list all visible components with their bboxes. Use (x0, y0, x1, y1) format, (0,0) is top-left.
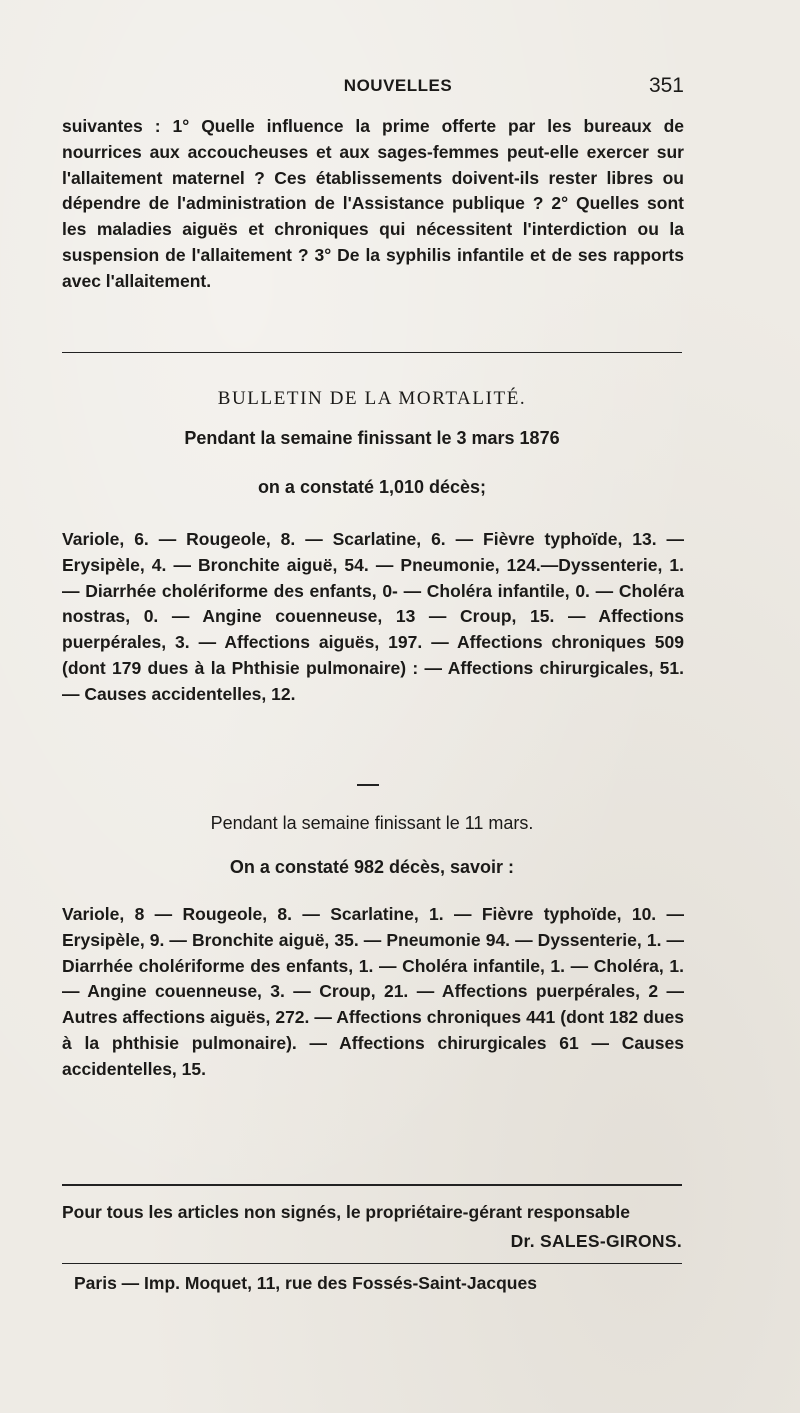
week1-details-block (62, 527, 684, 708)
bulletin-title: BULLETIN DE LA MORTALITÉ. (217, 388, 527, 409)
week2-details-block (62, 902, 684, 1083)
week1-heading: Pendant la semaine finissant le 3 mars 1876 (184, 428, 560, 448)
short-separator (357, 784, 379, 786)
section-divider (62, 352, 682, 353)
week1-summary: on a constaté 1,010 décès; (257, 477, 487, 497)
week1-details: Variole, 6. — Rougeole, 8. — Scarlatine, 6. — Fièvre typhoïde, 13. — Erysipèle, 4. — Bronchite aiguë, 54. — Pneumonie, 124.—Dyssenterie, 1. — Diarrhée cholériforme des enfants, 0- — Choléra infantile, 0. — Choléra nostras, 0. — Angine couenneuse, 13 — Croup, 15. — Affections puerpérales, 3. — Affections aiguës, 197. — Affections chroniques 509 (dont 179 dues à la Phthisie pulmonaire) : — Affections chirurgicales, 51. — Causes accidentelles, 12. (62, 529, 684, 704)
responsibility-block (62, 1200, 684, 1226)
printer-imprint: Paris — Imp. Moquet, 11, rue des Fossés-Saint-Jacques (74, 1273, 537, 1293)
intro-paragraph: suivantes : 1° Quelle influence la prime offerte par les bureaux de nourrices aux accoucheuses et aux sages-femmes peut-elle exercer sur l'allaitement maternel ? Ces établissements doivent-ils rester libres ou dépendre de l'administration de l'Assistance publique ? 2° Quelles sont les maladies aiguës et chroniques qui nécessitent l'interdiction ou la suspension de l'allaitement ? 3° De la syphilis infantile et de ses rapports avec l'allaitement. (62, 116, 684, 291)
week2-heading: Pendant la semaine finissant le 11 mars. (210, 813, 534, 833)
footer-divider (62, 1184, 682, 1186)
page-header (112, 76, 684, 106)
intro-paragraph-block (62, 114, 684, 295)
week2-details: Variole, 8 — Rougeole, 8. — Scarlatine, 1. — Fièvre typhoïde, 10. — Erysipèle, 9. — Bronchite aiguë, 35. — Pneumonie 94. — Dyssenterie, 1. — Diarrhée cholériforme des enfants, 1. — Choléra infantile, 1. — Choléra, 1. — Angine couenneuse, 3. — Croup, 21. — Affections puerpérales, 2 — Autres affections aiguës, 272. — Affections chroniques 441 (dont 182 dues à la phthisie pulmonaire). — Affections chirurgicales 61 — Causes accidentelles, 15. (62, 904, 684, 1079)
week2-summary: On a constaté 982 décès, savoir : (229, 857, 515, 877)
page-number: 351 (648, 74, 684, 97)
editor-signature: Dr. SALES-GIRONS. (510, 1231, 682, 1251)
running-title: NOUVELLES (343, 76, 453, 95)
responsibility-line: Pour tous les articles non signés, le propriétaire-gérant responsable (62, 1202, 630, 1222)
imprint-divider (62, 1263, 682, 1264)
